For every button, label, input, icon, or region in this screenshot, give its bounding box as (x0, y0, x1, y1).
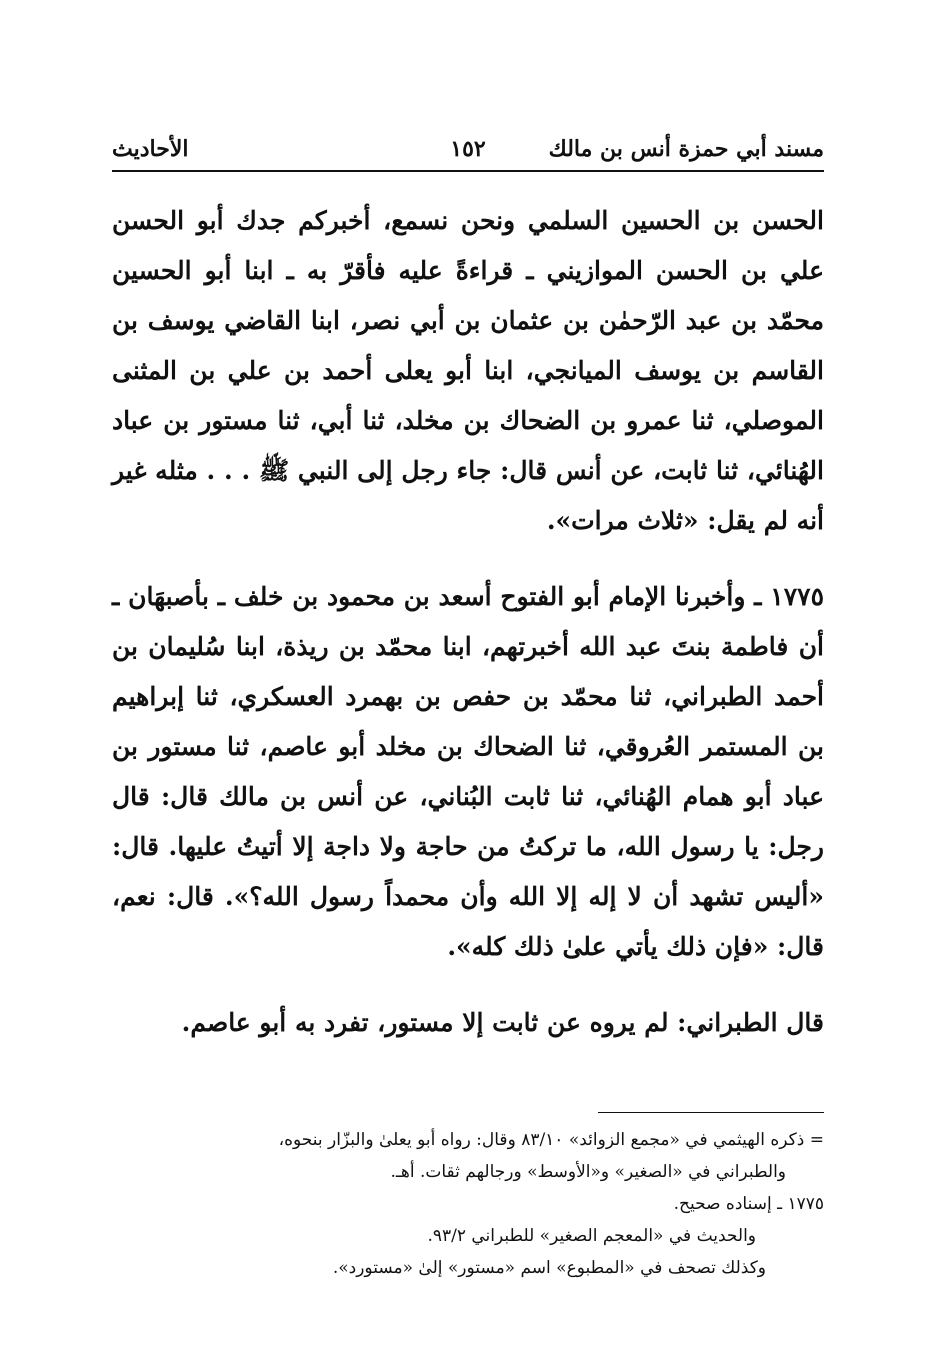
footnote-line: والحديث في «المعجم الصغير» للطبراني ٩٣/٢. (427, 1226, 756, 1246)
footnotes (112, 1124, 824, 1284)
page-number: ١٥٢ (450, 136, 486, 162)
section-title: الأحاديث (112, 136, 189, 162)
footnote-line: ١٧٧٥ ـ إسناده صحيح. (673, 1194, 824, 1214)
tabarani-comment-paragraph: قال الطبراني: لم يروه عن ثابت إلا مستور، تفرد به أبو عاصم. (181, 1008, 824, 1037)
header-divider (112, 170, 824, 172)
footnote-divider (598, 1112, 824, 1113)
footnote-line: والطبراني في «الصغير» و«الأوسط» ورجالهم ثقات. أهـ. (390, 1162, 786, 1182)
book-title: مسند أبي حمزة أنس بن مالك (548, 136, 824, 162)
main-text (112, 196, 824, 1048)
footnote-line: = ذكره الهيثمي في «مجمع الزوائد» ٨٣/١٠ وقال: رواه أبو يعلىٰ والبزّار بنحوه، (278, 1130, 824, 1150)
hadith-paragraph-continued: الحسن بن الحسين السلمي ونحن نسمع، أخبركم جدك أبو الحسن علي بن الحسن الموازيني ـ قراءةً عليه فأقرّ به ـ ابنا أبو الحسين محمّد بن عبد الرّحمٰن بن عثمان بن أبي نصر، ابنا القاضي يوسف بن القاسم بن يوسف الميانجي، ابنا أبو يعلى أحمد بن علي بن المثنى الموصلي، ثنا عمرو بن الضحاك بن مخلد، ثنا أبي، ثنا مستور بن عباد الهُنائي، ثنا ثابت، عن أنس قال: جاء رجل إلى النبي ﷺ . . . مثله غير أنه لم يقل: «ثلاث مرات». (112, 206, 824, 535)
hadith-paragraph-1775: ١٧٧٥ ـ وأخبرنا الإمام أبو الفتوح أسعد بن محمود بن خلف ـ بأصبهَان ـ أن فاطمة بنتَ عبد الله أخبرتهم، ابنا محمّد بن ريذة، ابنا سُليمان بن أحمد الطبراني، ثنا محمّد بن حفص بن بهمرد العسكري، ثنا إبراهيم بن المستمر العُروقي، ثنا الضحاك بن مخلد أبو عاصم، ثنا مستور بن عباد أبو همام الهُنائي، ثنا ثابت البُناني، عن أنس بن مالك قال: قال رجل: يا رسول الله، ما تركتُ من حاجة ولا داجة إلا أتيتُ عليها. قال: «أليس تشهد أن لا إله إلا الله وأن محمداً رسول الله؟». قال: نعم، قال: «فإن ذلك يأتي علىٰ ذلك كله». (112, 582, 824, 961)
footnote-line: وكذلك تصحف في «المطبوع» اسم «مستور» إلىٰ «مستورد». (332, 1258, 766, 1278)
running-header (112, 132, 824, 172)
